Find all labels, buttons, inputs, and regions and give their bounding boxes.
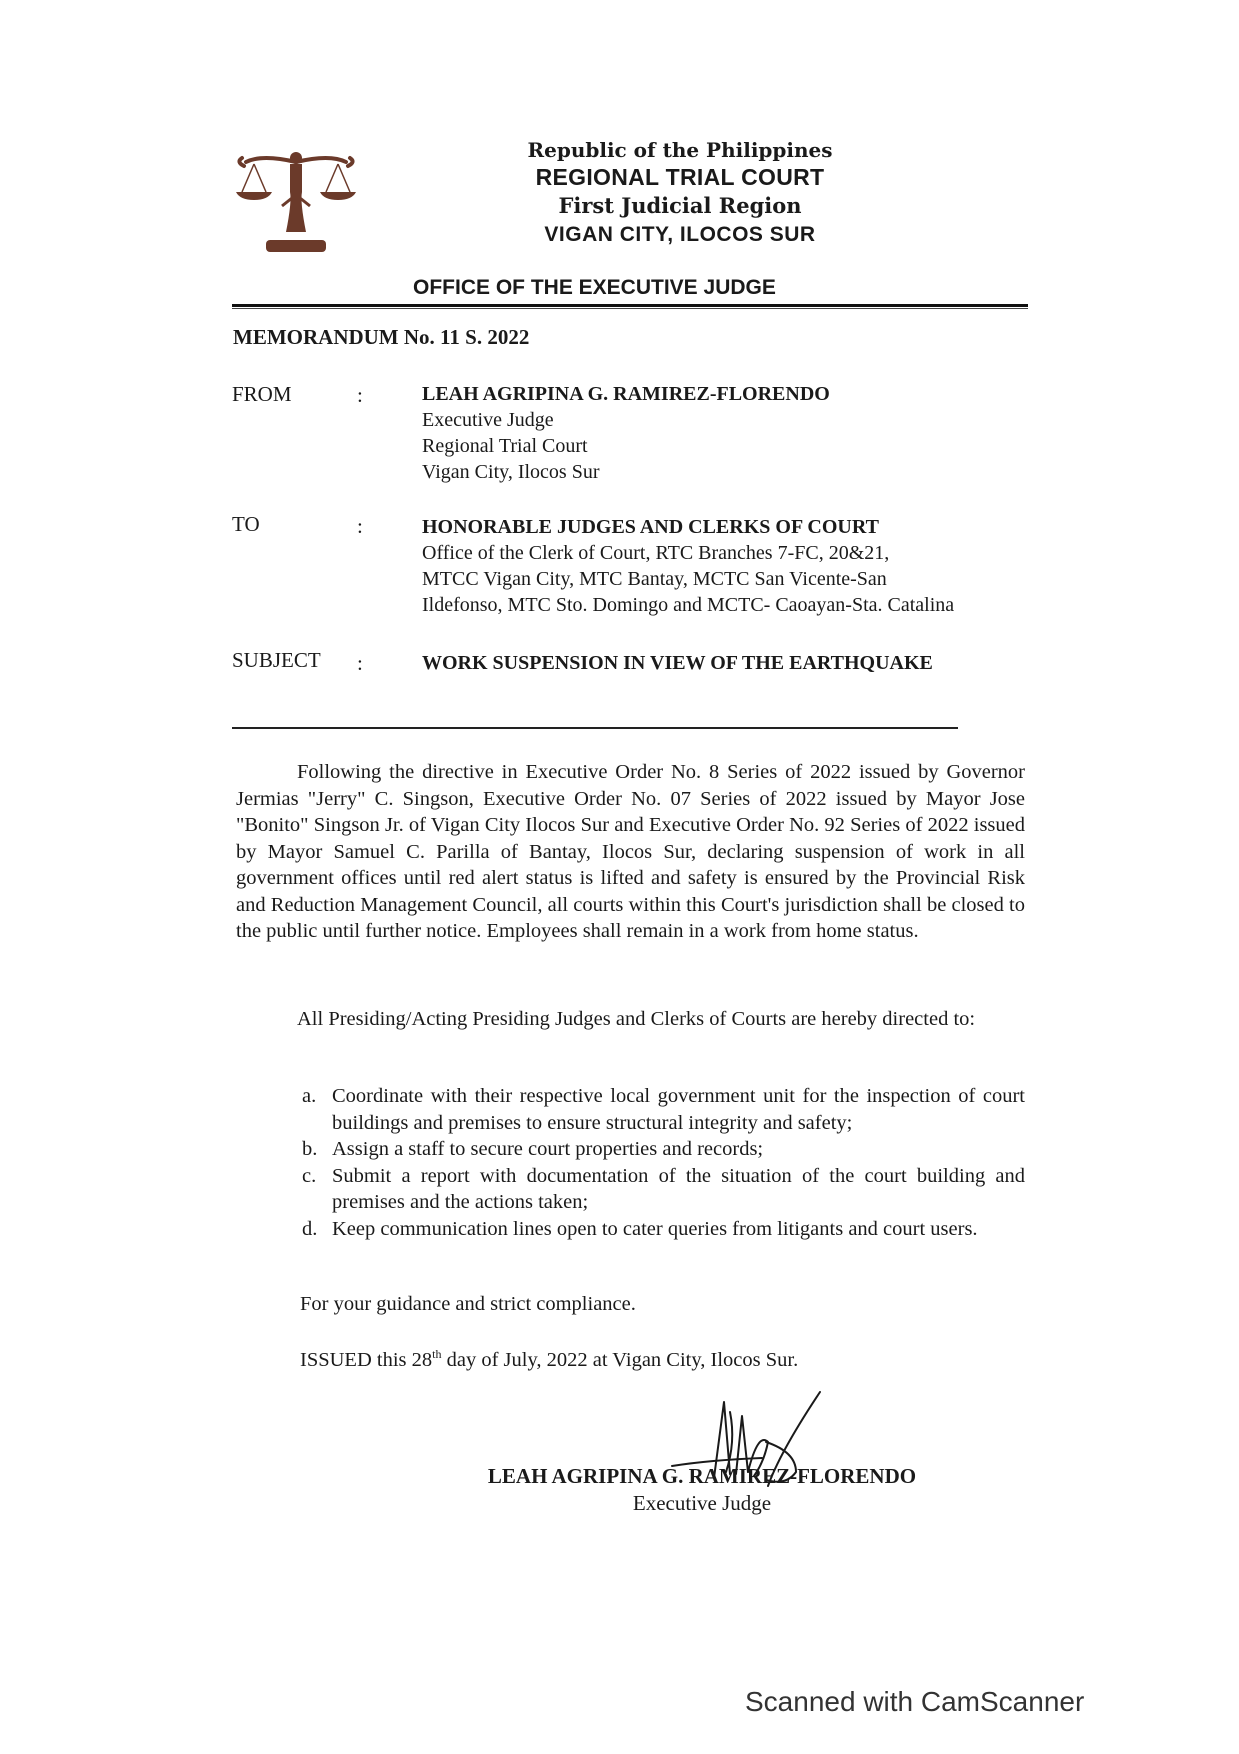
- list-text: Coordinate with their respective local government unit for the inspection of court buildings and premises to ensure structural integrity and safety;: [332, 1085, 1025, 1134]
- to-line: MTCC Vigan City, MTC Bantay, MCTC San Vicente-San: [422, 568, 887, 590]
- to-label: TO: [232, 512, 260, 536]
- memo-number: MEMORANDUM No. 11 S. 2022: [233, 325, 530, 349]
- scales-of-justice-logo: [232, 148, 360, 260]
- office-title: OFFICE OF THE EXECUTIVE JUDGE: [413, 276, 776, 299]
- guidance-line: For your guidance and strict compliance.: [300, 1293, 636, 1315]
- from-line: Executive Judge: [422, 409, 554, 431]
- list-text: Keep communication lines open to cater queries from litigants and court users.: [332, 1217, 978, 1240]
- subject-colon: :: [357, 651, 363, 675]
- from-line: Vigan City, Ilocos Sur: [422, 461, 600, 483]
- header-rule: [232, 304, 1028, 307]
- subject-value: WORK SUSPENSION IN VIEW OF THE EARTHQUAKE: [422, 652, 933, 674]
- list-item: [296, 1216, 1025, 1243]
- to-block: [422, 514, 954, 618]
- to-colon: :: [357, 514, 363, 538]
- list-item: [296, 1163, 1025, 1216]
- header-republic: Republic of the Philippines: [527, 138, 833, 162]
- signatory-name: LEAH AGRIPINA G. RAMIREZ-FLORENDO: [487, 1464, 917, 1488]
- paragraph-text: All Presiding/Acting Presiding Judges and Clerks of Courts are hereby directed to:: [297, 1008, 976, 1030]
- to-line: Office of the Clerk of Court, RTC Branches 7-FC, 20&21,: [422, 542, 890, 564]
- from-line: Regional Trial Court: [422, 435, 588, 457]
- list-marker: a.: [302, 1085, 317, 1107]
- to-name: HONORABLE JUDGES AND CLERKS OF COURT: [422, 516, 879, 538]
- list-marker: d.: [302, 1217, 318, 1240]
- list-marker: c.: [302, 1164, 317, 1187]
- signatory-title: Executive Judge: [632, 1491, 772, 1515]
- from-block: [422, 381, 830, 485]
- subject-label: SUBJECT: [232, 648, 321, 672]
- subject-rule: [232, 727, 958, 729]
- subject-block: [422, 650, 933, 676]
- issued-sup: th: [432, 1347, 442, 1361]
- header-court: REGIONAL TRIAL COURT: [535, 164, 825, 190]
- from-label: FROM: [232, 382, 292, 406]
- from-name: LEAH AGRIPINA G. RAMIREZ-FLORENDO: [422, 383, 830, 405]
- paragraph-text: Following the directive in Executive Order No. 8 Series of 2022 issued by Governor Jermias "Jerry" C. Singson, Executive Order No. 07 Series of 2022 issued by Mayor Jose "Bonito" Singson Jr. of Vigan City Ilocos Sur and Executive Order No. 92 Series of 2022 issued by Mayor Samuel C. Parilla of Bantay, Ilocos Sur, declaring suspension of work in all government offices until red alert status is lifted and safety is ensured by the Provincial Risk and Reduction Management Council, all courts within this Court's jurisdiction shall be closed to the public until further notice. Employees shall remain in a work from home status.: [236, 761, 1025, 942]
- issued-post: day of July, 2022 at Vigan City, Ilocos Sur.: [441, 1348, 799, 1371]
- body-paragraph-2: [236, 1006, 1025, 1033]
- list-item: [296, 1136, 1025, 1163]
- issued-line: [300, 1347, 798, 1372]
- list-marker: b.: [302, 1138, 318, 1160]
- list-text: Assign a staff to secure court properties and records;: [332, 1138, 764, 1160]
- list-text: Submit a report with documentation of the situation of the court building and premises and the actions taken;: [332, 1164, 1025, 1213]
- header-region: First Judicial Region: [558, 193, 802, 218]
- body-paragraph-1: [236, 759, 1025, 945]
- scanner-watermark: Scanned with CamScanner: [745, 1686, 1085, 1717]
- list-item: [296, 1083, 1025, 1136]
- to-line: Ildefonso, MTC Sto. Domingo and MCTC- Caoayan-Sta. Catalina: [422, 594, 955, 616]
- header-rule-thin: [232, 308, 1028, 309]
- directive-list: [296, 1083, 1025, 1242]
- from-colon: :: [357, 383, 363, 407]
- issued-pre: ISSUED this 28: [300, 1348, 433, 1371]
- header-city: VIGAN CITY, ILOCOS SUR: [544, 223, 816, 246]
